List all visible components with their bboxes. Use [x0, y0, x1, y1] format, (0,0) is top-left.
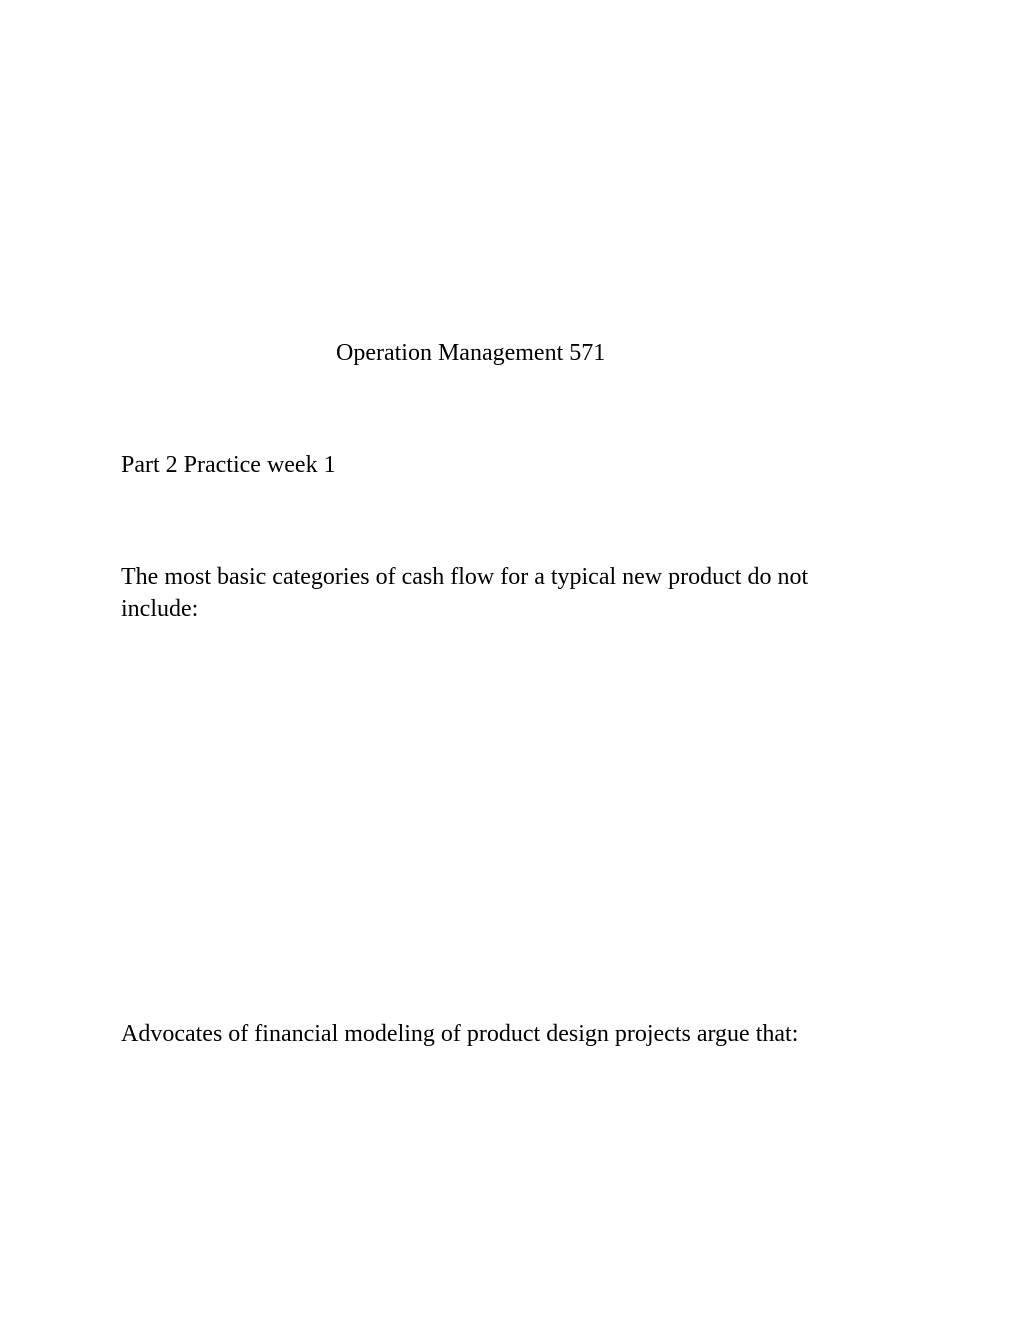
question-1-line-1: The most basic categories of cash flow for a typical new product do not [121, 564, 809, 590]
document-title: Operation Management 571 [336, 340, 606, 366]
question-1 [121, 561, 921, 625]
question-1-line-2: include: [121, 596, 199, 622]
section-heading: Part 2 Practice week 1 [121, 452, 336, 478]
question-2-line-1: Advocates of financial modeling of product design projects argue that: [121, 1021, 799, 1047]
question-2 [121, 1018, 798, 1050]
